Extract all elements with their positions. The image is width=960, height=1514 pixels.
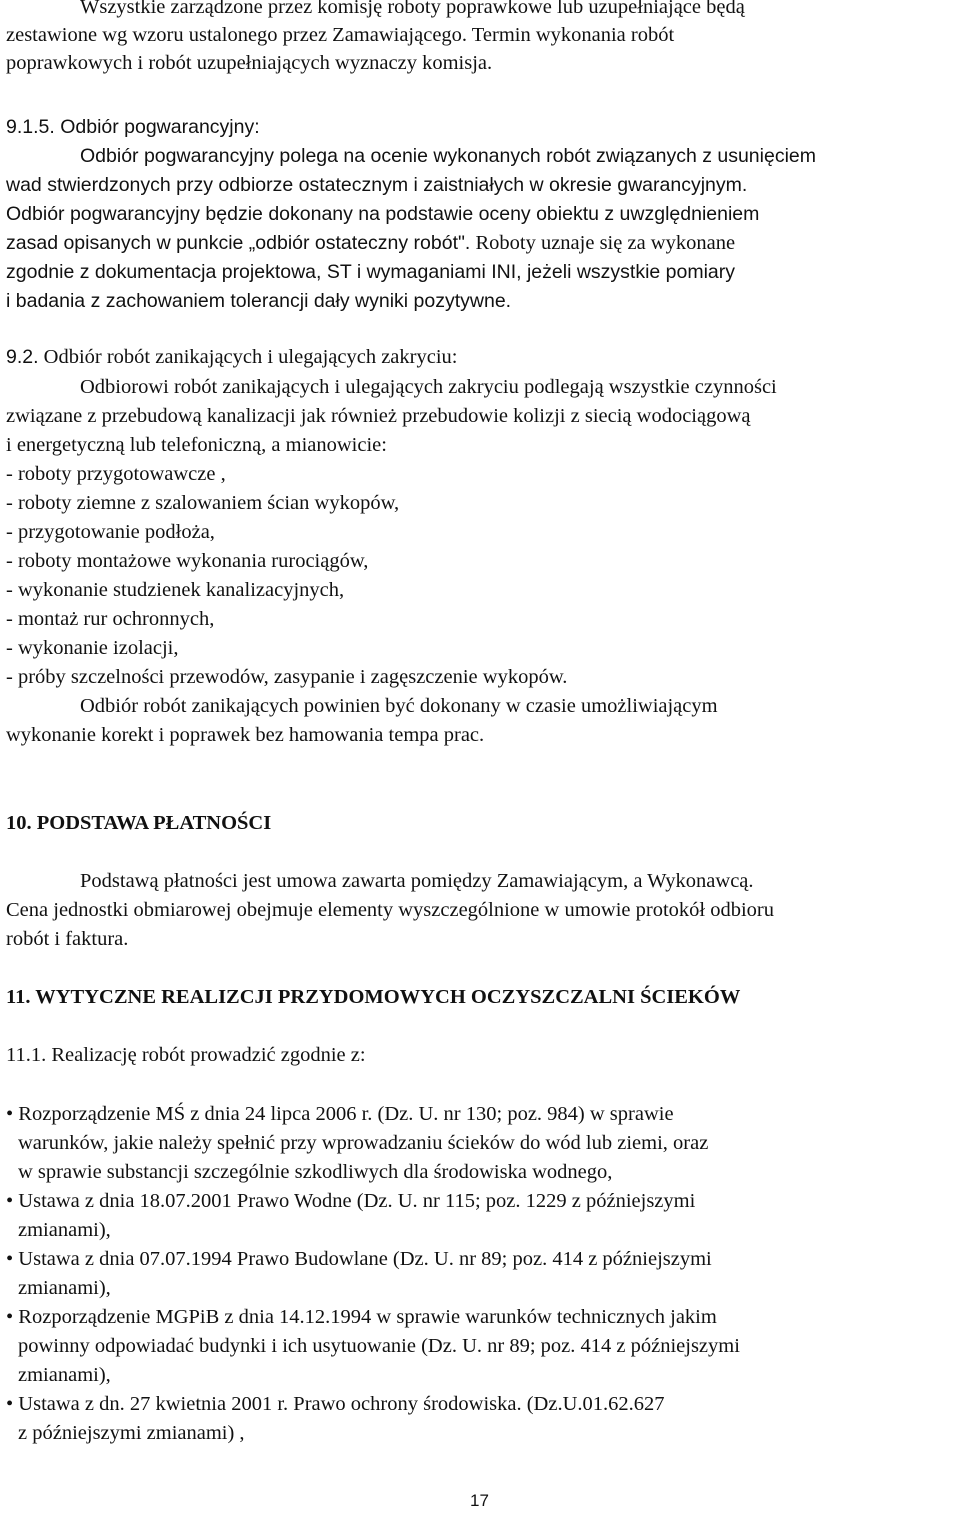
list-item: - montaż rur ochronnych, xyxy=(6,608,215,630)
paragraph-line: i energetyczną lub telefoniczną, a mianowicie: xyxy=(6,434,387,456)
list-item: - roboty przygotowawcze , xyxy=(6,463,226,485)
list-item: - przygotowanie podłoża, xyxy=(6,521,215,543)
paragraph-line: Podstawą płatności jest umowa zawarta pomiędzy Zamawiającym, a Wykonawcą. xyxy=(80,870,754,892)
bullet-continuation: zmianami), xyxy=(18,1364,111,1386)
list-item: - roboty montażowe wykonania rurociągów, xyxy=(6,550,369,572)
bullet-continuation: zmianami), xyxy=(18,1277,111,1299)
section-111-heading: 11.1. Realizację robót prowadzić zgodnie z: xyxy=(6,1044,366,1066)
paragraph-line-mixed xyxy=(6,230,735,257)
bullet-item: • Rozporządzenie MGPiB z dnia 14.12.1994 w sprawie warunków technicznych jakim xyxy=(6,1306,717,1328)
bullet-item: • Ustawa z dn. 27 kwietnia 2001 r. Prawo ochrony środowiska. (Dz.U.01.62.627 xyxy=(6,1393,665,1415)
section-10-heading: 10. PODSTAWA PŁATNOŚCI xyxy=(6,812,272,834)
paragraph-line: Odbiorowi robót zanikających i ulegających zakryciu podlegają wszystkie czynności xyxy=(80,376,777,398)
intro-line: poprawkowych i robót uzupełniających wyznaczy komisja. xyxy=(6,52,493,74)
section-number: 9.2. xyxy=(6,346,39,368)
section-title: Odbiór robót zanikających i ulegających zakryciu: xyxy=(38,346,458,368)
paragraph-line: wad stwierdzonych przy odbiorze ostatecznym i zaistniałych w okresie gwarancyjnym. xyxy=(6,174,748,196)
intro-line: zestawione wg wzoru ustalonego przez Zamawiającego. Termin wykonania robót xyxy=(6,24,675,46)
paragraph-line: zgodnie z dokumentacja projektowa, ST i wymaganiami INI, jeżeli wszystkie pomiary xyxy=(6,261,736,283)
paragraph-line: Odbiór pogwarancyjny polega na ocenie wykonanych robót związanych z usunięciem xyxy=(80,145,817,167)
paragraph-line: związane z przebudową kanalizacji jak również przebudowie kolizji z siecią wodociągową xyxy=(6,405,751,427)
paragraph-fragment: Roboty uznaje się za wykonane xyxy=(470,232,736,254)
paragraph-line: wykonanie korekt i poprawek bez hamowania tempa prac. xyxy=(6,724,485,746)
section-11-heading: 11. WYTYCZNE REALIZCJI PRZYDOMOWYCH OCZYSZCZALNI ŚCIEKÓW xyxy=(6,986,741,1008)
paragraph-line: robót i faktura. xyxy=(6,928,129,950)
page-number: 17 xyxy=(470,1491,489,1510)
bullet-continuation: zmianami), xyxy=(18,1219,111,1241)
paragraph-line: Odbiór robót zanikających powinien być dokonany w czasie umożliwiającym xyxy=(80,695,718,717)
paragraph-line: i badania z zachowaniem tolerancji dały wyniki pozytywne. xyxy=(6,290,512,312)
bullet-continuation: powinny odpowiadać budynki i ich usytuowanie (Dz. U. nr 89; poz. 414 z późniejszymi xyxy=(18,1335,740,1357)
bullet-item: • Ustawa z dnia 18.07.2001 Prawo Wodne (Dz. U. nr 115; poz. 1229 z późniejszymi xyxy=(6,1190,696,1212)
bullet-continuation: z późniejszymi zmianami) , xyxy=(18,1422,245,1444)
list-item: - próby szczelności przewodów, zasypanie i zagęszczenie wykopów. xyxy=(6,666,568,688)
list-item: - wykonanie izolacji, xyxy=(6,637,179,659)
bullet-item: • Ustawa z dnia 07.07.1994 Prawo Budowlane (Dz. U. nr 89; poz. 414 z późniejszymi xyxy=(6,1248,712,1270)
bullet-continuation: w sprawie substancji szczególnie szkodliwych dla środowiska wodnego, xyxy=(18,1161,613,1183)
list-item: - roboty ziemne z szalowaniem ścian wykopów, xyxy=(6,492,400,514)
bullet-item: • Rozporządzenie MŚ z dnia 24 lipca 2006 r. (Dz. U. nr 130; poz. 984) w sprawie xyxy=(6,1103,674,1125)
intro-line: Wszystkie zarządzone przez komisję roboty poprawkowe lub uzupełniające będą xyxy=(80,0,745,18)
list-item: - wykonanie studzienek kanalizacyjnych, xyxy=(6,579,345,601)
bullet-continuation: warunków, jakie należy spełnić przy wprowadzaniu ścieków do wód lub ziemi, oraz xyxy=(18,1132,709,1154)
section-92-heading xyxy=(6,344,457,371)
section-915-heading: 9.1.5. Odbiór pogwarancyjny: xyxy=(6,116,260,138)
paragraph-line: Odbiór pogwarancyjny będzie dokonany na podstawie oceny obiektu z uwzględnieniem xyxy=(6,203,760,225)
paragraph-fragment: zasad opisanych w punkcie „odbiór ostateczny robót". xyxy=(6,232,471,254)
paragraph-line: Cena jednostki obmiarowej obejmuje elementy wyszczególnione w umowie protokół odbioru xyxy=(6,899,774,921)
